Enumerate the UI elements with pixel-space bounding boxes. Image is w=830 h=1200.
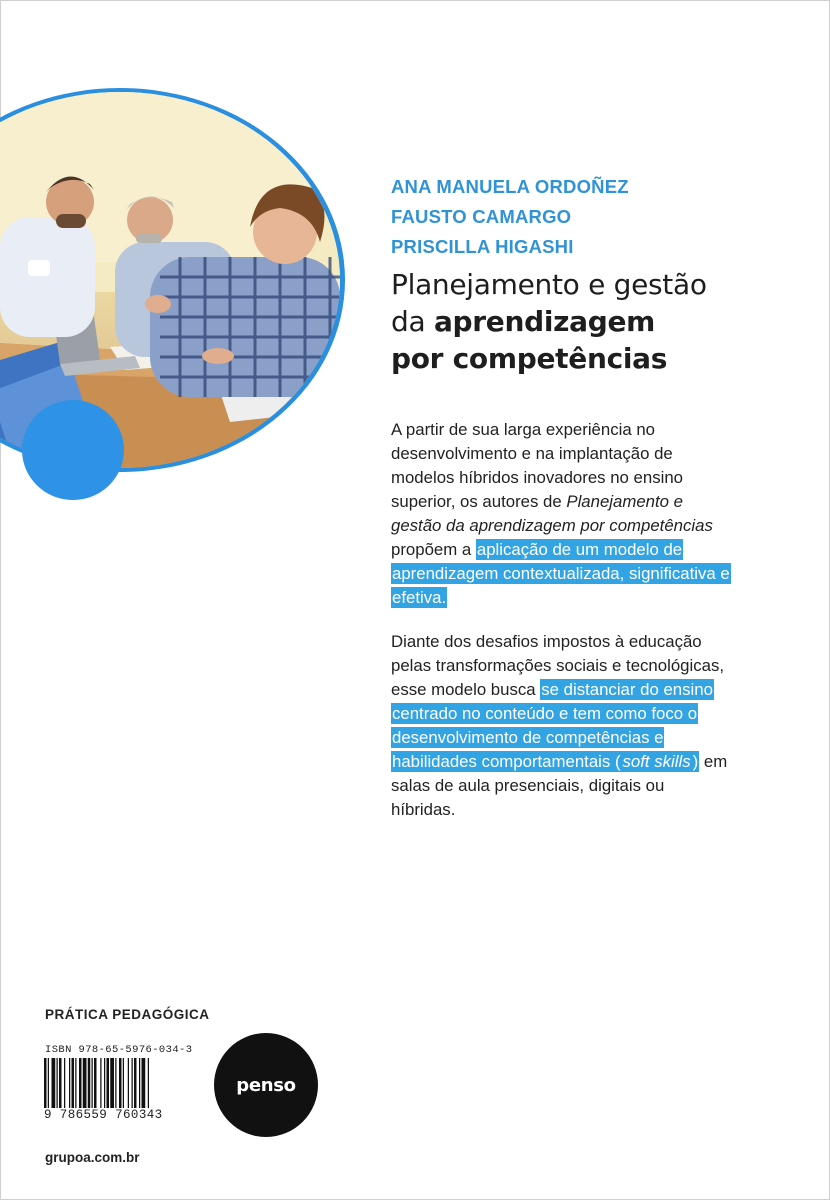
barcode-bar: [94, 1058, 97, 1108]
barcode-bar: [100, 1058, 101, 1108]
author-name: PRISCILLA HIGASHI: [391, 236, 574, 257]
barcode-bar: [44, 1058, 47, 1108]
title-line-1: Planejamento e gestão: [391, 268, 707, 301]
barcode-bar: [59, 1058, 62, 1108]
barcode-bar: [64, 1058, 65, 1108]
author-name: FAUSTO CAMARGO: [391, 206, 572, 227]
book-title: [391, 266, 811, 377]
title-line-2: [391, 303, 811, 340]
barcode-bar: [139, 1058, 140, 1108]
isbn-label: ISBN 978-65-5976-034-3: [45, 1044, 193, 1056]
p1-text-2: propõem a: [391, 540, 476, 559]
barcode-bar: [104, 1058, 105, 1108]
p2-text-2: em salas de aula presenciais, digitais ou híbridas.: [391, 752, 728, 819]
barcode-bar: [110, 1058, 114, 1108]
barcode-bar: [123, 1058, 124, 1108]
p2-highlight: se distanciar do ensino centrado no conteúdo e tem como foco o desenvolvimento de competências e habilidades comportamentais (: [392, 680, 713, 771]
author-name: ANA MANUELA ORDOÑEZ: [391, 176, 629, 197]
barcode-bar: [134, 1058, 137, 1108]
synopsis-paragraph-2: [391, 630, 731, 822]
barcode-bar: [92, 1058, 93, 1108]
author-list: [391, 172, 629, 262]
barcode-bar: [115, 1058, 116, 1108]
p2-highlight-italic: soft skills: [622, 752, 691, 771]
barcode-bar: [75, 1058, 76, 1108]
synopsis-paragraph-1: [391, 418, 731, 610]
barcode-bar: [52, 1058, 56, 1108]
title-line-3: por competências: [391, 342, 668, 375]
barcode-bar: [83, 1058, 87, 1108]
series-label: PRÁTICA PEDAGÓGICA: [45, 1007, 210, 1022]
barcode-bar: [57, 1058, 58, 1108]
barcode-bar: [88, 1058, 91, 1108]
barcode-bar: [48, 1058, 49, 1108]
synopsis: [391, 418, 731, 842]
barcode-bar: [142, 1058, 146, 1108]
p1-text: A partir de sua larga experiência no desenvolvimento e na implantação de modelos híbridos inovadores no ensino superior, os autores de: [391, 420, 683, 511]
website-link[interactable]: grupoa.com.br: [45, 1150, 140, 1165]
p2-text: Diante dos desafios impostos à educação pelas transformações sociais e tecnológicas, esse modelo busca: [391, 632, 724, 699]
barcode-bar: [72, 1058, 75, 1108]
barcode-bar: [132, 1058, 133, 1108]
barcode-bar: [69, 1058, 70, 1108]
p1-title-italic: Planejamento e gestão da aprendizagem por competências: [391, 492, 713, 535]
barcode-bar: [128, 1058, 129, 1108]
barcode-bar: [148, 1058, 149, 1108]
barcode-icon: [44, 1058, 184, 1108]
barcode-digits: 9 786559 760343: [44, 1108, 163, 1122]
p2-highlight-close: ): [692, 752, 699, 771]
title-line-2-bold: aprendizagem: [433, 305, 656, 338]
title-line-2-prefix: da: [391, 305, 434, 338]
barcode-bar: [119, 1058, 122, 1108]
publisher-logo: penso: [214, 1033, 318, 1137]
blue-dot-decoration: [22, 400, 124, 500]
barcode-bar: [107, 1058, 110, 1108]
p1-highlight: aplicação de um modelo de aprendizagem contextualizada, significativa e efetiva.: [392, 540, 730, 607]
cover-photo-area: [0, 0, 360, 500]
barcode-bar: [79, 1058, 82, 1108]
